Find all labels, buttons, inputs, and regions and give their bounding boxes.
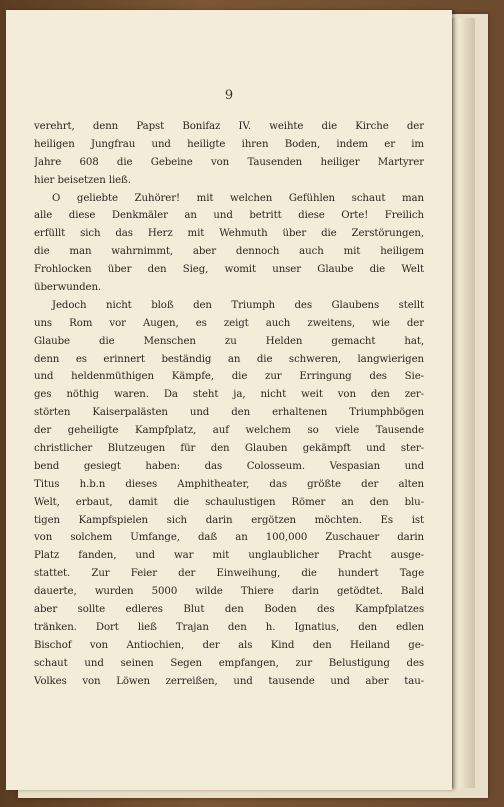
text-line: denn es erinnert beständig an die schweren, langwierigen — [34, 353, 424, 365]
text-line: bend gesiegt haben: das Colosseum. Vespasian und — [34, 460, 424, 472]
body-text — [34, 118, 424, 691]
text-line: aber sollte edleres Blut den Boden des Kampfplatzes — [34, 604, 424, 616]
page-number: 9 — [224, 88, 234, 103]
text-line: tigen Kampfspielen sich darin ergötzen möchten. Es ist — [34, 514, 424, 526]
text-line: tränken. Dort ließ Trajan den h. Ignatius, den edlen — [34, 621, 424, 633]
book-page — [6, 10, 452, 790]
text-line: störten Kaiserpalästen und den erhaltenen Triumphbögen — [34, 407, 424, 419]
text-line: überwunden. — [34, 282, 102, 294]
text-line: alle diese Denkmäler an und betritt diese Orte! Freilich — [34, 210, 424, 222]
text-line: christlicher Blutzeugen für den Glauben gekämpft und ster- — [34, 443, 424, 455]
page-edge — [452, 18, 475, 788]
text-line: O geliebte Zuhörer! mit welchen Gefühlen schaut man — [52, 192, 424, 204]
text-line: der geheiligte Kampfplatz, auf welchem so viele Tausende — [34, 425, 424, 437]
text-line: uns Rom vor Augen, es zeigt auch zweitens, wie der — [34, 317, 424, 329]
text-line: ges nöthig waren. Da steht ja, nicht weit von den zer- — [34, 389, 424, 401]
text-line: von solchem Umfange, daß an 100,000 Zuschauer darin — [34, 532, 424, 544]
text-line: verehrt, denn Papst Bonifaz IV. weihte die Kirche der — [34, 121, 424, 132]
text-line: hier beisetzen ließ. — [34, 174, 131, 186]
text-line: dauerte, wurden 5000 wilde Thiere darin getödtet. Bald — [34, 586, 424, 598]
text-line: die man wahrnimmt, aber dennoch auch mit heiligem — [34, 246, 424, 258]
text-line: Jedoch nicht bloß den Triumph des Glaubens stellt — [52, 299, 424, 311]
text-line: heiligen Jungfrau und heiligte ihren Boden, indem er im — [34, 138, 424, 150]
text-line: Platz fanden, und war mit unglaublicher Pracht ausge- — [34, 550, 424, 562]
text-line: Bischof von Antiochien, der als Kind den Heiland ge- — [34, 639, 424, 651]
text-line: Welt, erbaut, damit die schaulustigen Römer an den blu- — [34, 496, 424, 508]
text-line: Frohlocken über den Sieg, womit unser Glaube die Welt — [34, 264, 424, 276]
text-line: Jahre 608 die Gebeine von Tausenden heiliger Martyrer — [34, 156, 424, 168]
text-line: stattet. Zur Feier der Einweihung, die hundert Tage — [34, 568, 424, 580]
text-line: Glaube die Menschen zu Helden gemacht hat, — [34, 335, 424, 347]
text-line: Volkes von Löwen zerreißen, und tausende und aber tau- — [34, 675, 424, 687]
text-line: Titus h.b.n dieses Amphitheater, das größte der alten — [34, 478, 424, 490]
text-line: schaut und seinen Segen empfangen, zur Belustigung des — [34, 657, 424, 669]
text-line: und heldenmüthigen Kämpfe, die zur Erringung des Sie- — [34, 371, 424, 383]
text-line: erfüllt sich das Herz mit Wehmuth über die Zerstörungen, — [34, 228, 424, 240]
